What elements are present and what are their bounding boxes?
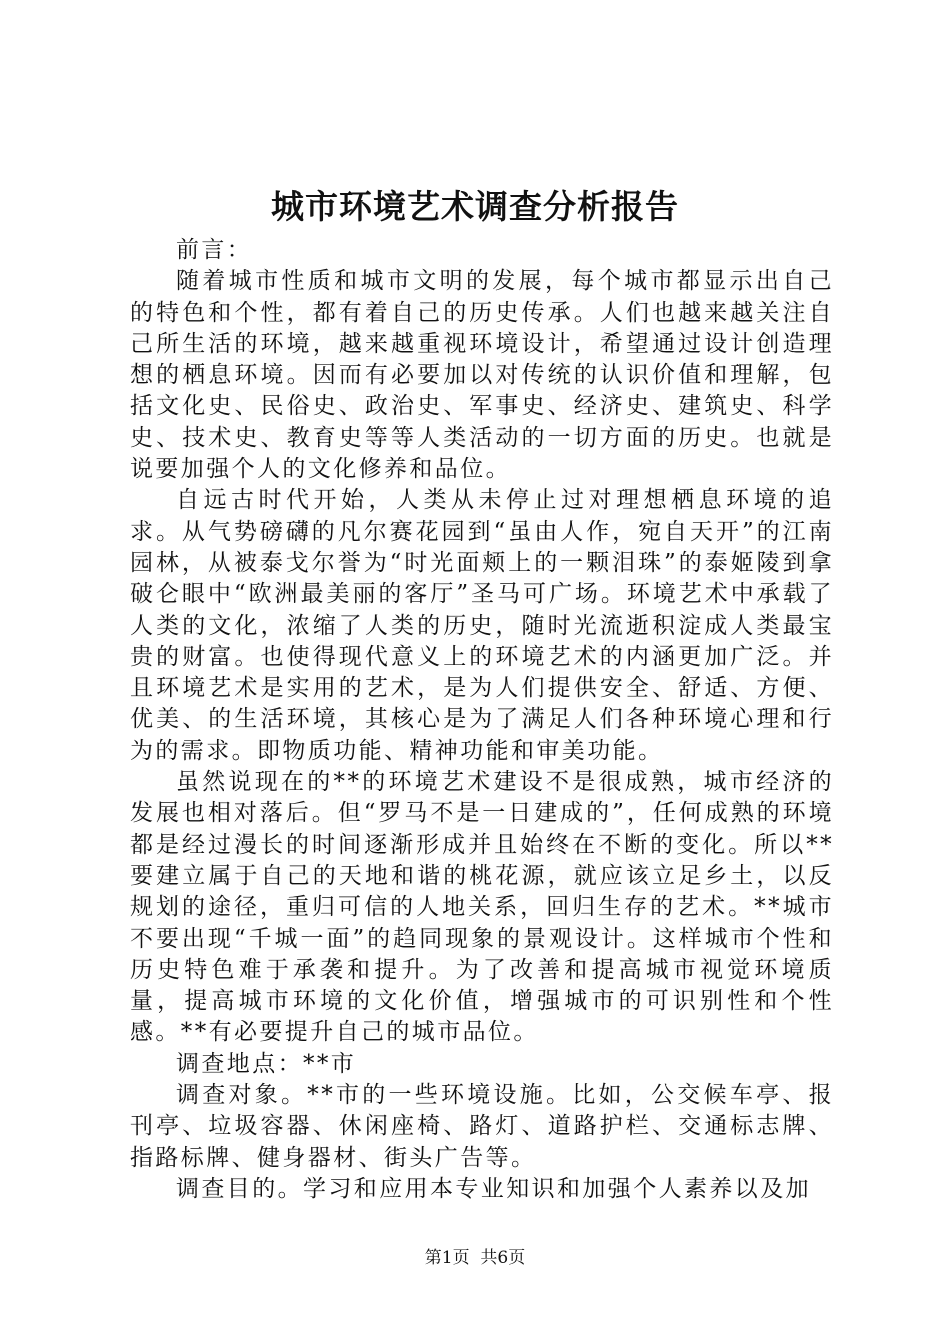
document-title: 城市环境艺术调查分析报告 [271,187,679,226]
paragraph-city-status: 虽然说现在的**的环境艺术建设不是很成熟，城市经济的发展也相对落后。但“罗马不是一日建成的”，任何成熟的环境都是经过漫长的时间逐渐形成并且始终在不断的变化。所以**要建立属于自己的天地和谐的桃花源，就应该立足乡土，以反规划的途径，重归可信的人地关系，回归生存的艺术。**城市不要出现“千城一面”的趋同现象的景观设计。这样城市个性和历史特色难于承袭和提升。为了改善和提高城市视觉环境质量，提高城市环境的文化价值，增强城市的可识别性和个性感。**有必要提升自己的城市品位。 [130,769,834,1046]
footer-spacer [470,1248,481,1268]
survey-purpose: 调查目的。学习和应用本专业知识和加强个人素养以及加 [176,1175,811,1202]
preface-heading: 前言： [176,237,253,263]
survey-location: 调查地点：**市 [176,1050,357,1077]
page-total: 共6页 [480,1248,526,1268]
page-number: 第1页 [424,1248,470,1268]
page-footer [0,1246,950,1270]
document-body [130,235,834,1205]
paragraph-intro: 随着城市性质和城市文明的发展，每个城市都显示出自己的特色和个性，都有着自己的历史传承。人们也越来越关注自己所生活的环境，越来越重视环境设计，希望通过设计创造理想的栖息环境。因而有必要加以对传统的认识价值和理解，包括文化史、民俗史、政治史、军事史、经济史、建筑史、科学史、技术史、教育史等等人类活动的一切方面的历史。也就是说要加强个人的文化修养和品位。 [130,268,834,483]
paragraph-history: 自远古时代开始，人类从未停止过对理想栖息环境的追求。从气势磅礴的凡尔赛花园到“虽由人作，宛自天开”的江南园林，从被泰戈尔誉为“时光面颊上的一颗泪珠”的泰姬陵到拿破仑眼中“欧洲最美丽的客厅”圣马可广场。环境艺术中承载了人类的文化，浓缩了人类的历史，随时光流逝积淀成人类最宝贵的财富。也使得现代意义上的环境艺术的内涵更加广泛。并且环境艺术是实用的艺术，是为人们提供安全、舒适、方便、优美、的生活环境，其核心是为了满足人们各种环境心理和行为的需求。即物质功能、精神功能和审美功能。 [130,487,834,764]
survey-objects: 调查对象。**市的一些环境设施。比如，公交候车亭、报刊亭、垃圾容器、休闲座椅、路灯、道路护栏、交通标志牌、指路标牌、健身器材、街头广告等。 [130,1082,834,1171]
